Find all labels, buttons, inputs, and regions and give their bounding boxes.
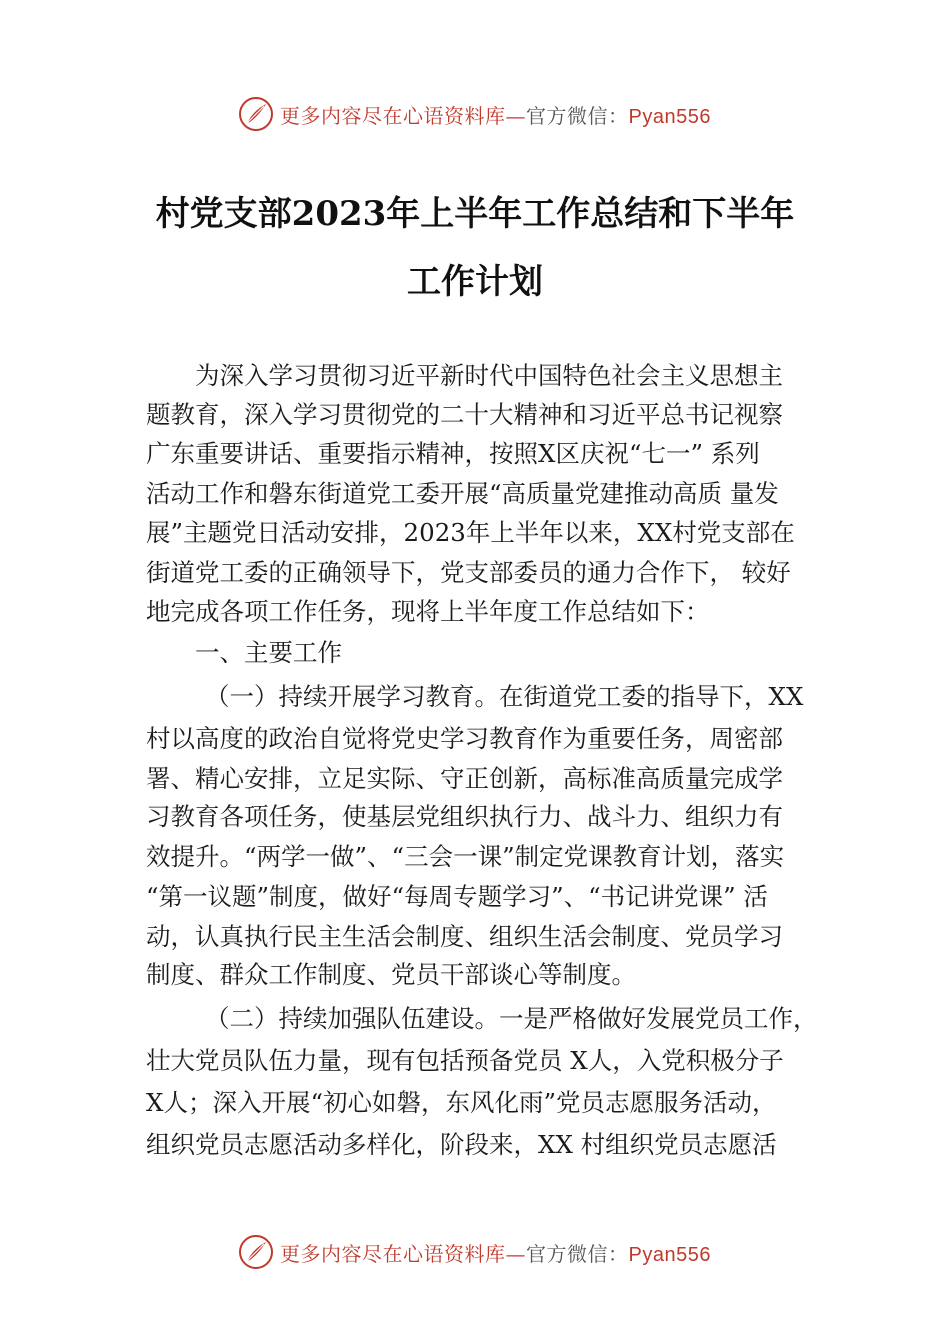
footer-banner [238,1232,758,1272]
banner-text: 更多内容尽在心语资料库—官方微信：Pyan556 [280,1241,711,1266]
paragraph-line: 活动工作和磐东街道党工委开展“高质量党建推动高质 量发 [146,479,779,508]
paragraph-line: 展”主题党日活动安排，2023年上半年以来，XX村党支部在 [146,518,795,547]
banner-text: 更多内容尽在心语资料库—官方微信：Pyan556 [280,103,711,128]
paragraph-line: 题教育，深入学习贯彻党的二十大精神和习近平总书记视察 [146,400,783,429]
paragraph-line: 村以高度的政治自觉将党史学习教育作为重要任务，周密部 [146,724,783,753]
paragraph-line: 效提升。“两学一做”、“三会一课”制定党课教育计划，落实 [146,842,785,871]
document-title-line-1: 村党支部2023年上半年工作总结和下半年 [155,194,795,234]
paragraph-line: X人；深入开展“初心如磐，东风化雨”党员志愿服务活动， [146,1088,777,1117]
paragraph-line: 署、精心安排，立足实际、守正创新，高标准高质量完成学 [146,764,783,793]
paragraph-line: 组织党员志愿活动多样化，阶段来，XX 村组织党员志愿活 [146,1130,777,1159]
feather-logo-icon [238,1234,274,1270]
paragraph-line: （一）持续开展学习教育。在街道党工委的指导下，XX [205,682,804,711]
feather-logo-icon [238,96,274,132]
paragraph-line: 动，认真执行民主生活会制度、组织生活会制度、党员学习 [146,922,783,951]
paragraph-line: 壮大党员队伍力量，现有包括预备党员 X人，入党积极分子 [146,1046,784,1075]
paragraph-line: 为深入学习贯彻习近平新时代中国特色社会主义思想主 [195,361,783,390]
paragraph-line: 习教育各项任务，使基层党组织执行力、战斗力、组织力有 [146,802,783,831]
document-title-line-2: 工作计划 [407,262,543,302]
paragraph-line: （二）持续加强队伍建设。一是严格做好发展党员工作， [205,1004,818,1033]
section-heading: 一、主要工作 [195,638,342,667]
header-banner [238,94,758,134]
paragraph-line: 广东重要讲话、重要指示精神，按照X区庆祝“七一” 系列 [146,439,760,468]
paragraph-line: “第一议题”制度，做好“每周专题学习”、“书记讲党课” 活 [146,882,768,911]
paragraph-line: 制度、群众工作制度、党员干部谈心等制度。 [146,960,636,989]
paragraph-line: 街道党工委的正确领导下，党支部委员的通力合作下， 较好 [146,558,791,587]
paragraph-line: 地完成各项工作任务，现将上半年度工作总结如下： [146,597,710,626]
